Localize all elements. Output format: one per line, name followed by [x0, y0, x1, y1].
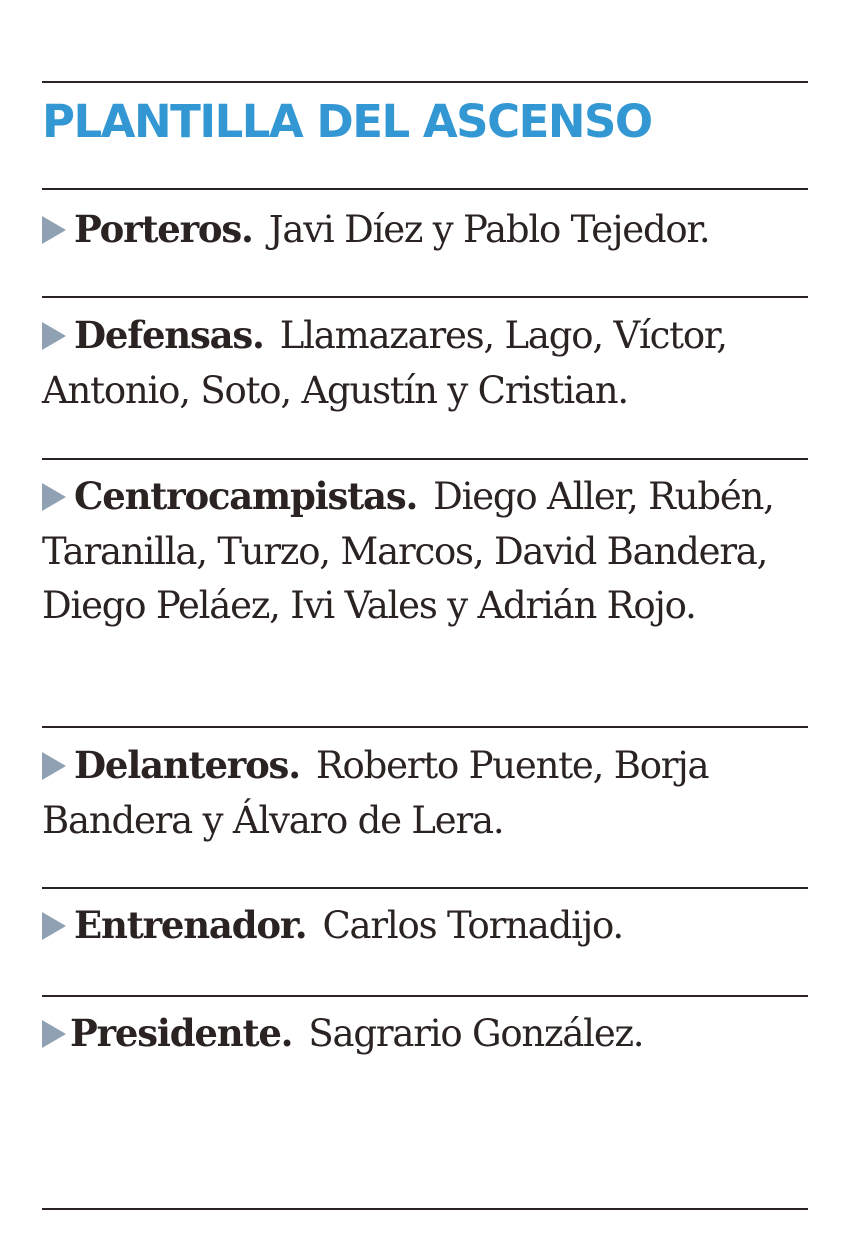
- section-label: Entrenador.: [74, 903, 307, 947]
- divider: [42, 458, 808, 460]
- section-text: Roberto Puente, Borja Bandera y Álvaro de Lera.: [42, 744, 709, 842]
- divider: [42, 296, 808, 298]
- section-porteros: [42, 202, 808, 258]
- section-label: Centrocampistas.: [74, 474, 418, 518]
- section-entrenador: [42, 898, 808, 954]
- squad-box: [42, 0, 808, 1243]
- section-presidente: [42, 1006, 808, 1062]
- section-label: Defensas.: [74, 313, 264, 357]
- divider: [42, 887, 808, 889]
- section-label: Delanteros.: [74, 743, 300, 787]
- section-text: Javi Díez y Pablo Tejedor.: [268, 208, 710, 251]
- section-text: Llamazares, Lago, Víctor, Antonio, Soto, Agustín y Cristian.: [42, 314, 727, 412]
- section-centrocampistas: [42, 469, 808, 634]
- section-text: Carlos Tornadijo.: [322, 904, 623, 947]
- bottom-divider: [42, 1208, 808, 1210]
- top-divider: [42, 81, 808, 83]
- divider: [42, 726, 808, 728]
- triangle-right-icon: [42, 752, 66, 780]
- triangle-right-icon: [42, 216, 66, 244]
- section-label: Porteros.: [74, 207, 253, 251]
- divider: [42, 188, 808, 190]
- section-text: Diego Aller, Rubén, Taranilla, Turzo, Marcos, David Bandera, Diego Peláez, Ivi Vales y Adrián Rojo.: [42, 475, 774, 627]
- divider: [42, 995, 808, 997]
- section-label: Presidente.: [70, 1011, 293, 1055]
- triangle-right-icon: [42, 322, 66, 350]
- triangle-right-icon: [42, 483, 66, 511]
- section-delanteros: [42, 738, 808, 848]
- triangle-right-icon: [42, 1020, 66, 1048]
- box-title: PLANTILLA DEL ASCENSO: [42, 95, 652, 148]
- section-defensas: [42, 308, 808, 418]
- triangle-right-icon: [42, 912, 66, 940]
- section-text: Sagrario González.: [308, 1012, 644, 1055]
